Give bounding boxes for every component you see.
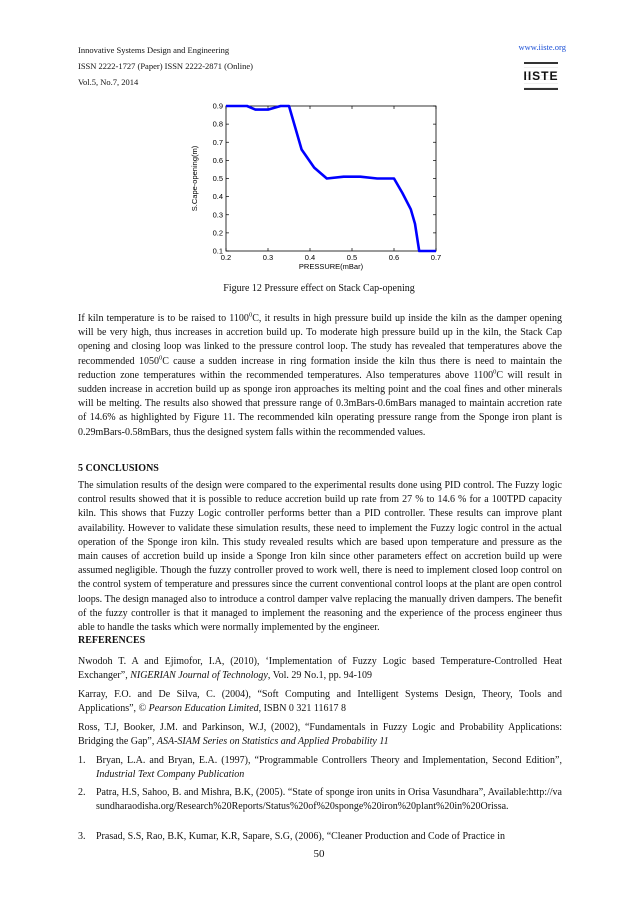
p1-text-a: If kiln temperature is to be raised to 1100 bbox=[78, 313, 249, 324]
p1-text-b: C, it results in high pressure build up inside the kiln as the damper opening will be very high, thus increases in accretion build up. To moderate high pressure build up in the kiln, the Stack Cap opening and closing loop was linked to the pressure control loop. The study has revealed that temperatures above the recommended 1050 bbox=[78, 313, 562, 367]
ref1-text: Nwodoh T. A and Ejimofor, I.A, (2010), ‘Implementation of Fuzzy Logic based Temperature-Controlled Heat Exchanger”, bbox=[78, 656, 562, 682]
numbered-reference-3 bbox=[78, 830, 562, 844]
y-tick-label: 0.2 bbox=[212, 228, 223, 238]
ref3-series: ASA-SIAM Series on Statistics and Applied Probability 11 bbox=[156, 736, 389, 748]
ref-number: 1. bbox=[78, 755, 86, 766]
reference-2 bbox=[78, 688, 562, 716]
results-paragraph bbox=[78, 312, 562, 440]
ref-number: 2. bbox=[78, 787, 86, 798]
chart-x-axis-label: PRESSURE(mBar) bbox=[298, 262, 364, 271]
journal-name: Innovative Systems Design and Engineering bbox=[78, 45, 230, 55]
y-tick-label: 0.4 bbox=[212, 192, 223, 202]
ref2-publisher: © Pearson Education Limited bbox=[138, 703, 259, 715]
x-tick-label: 0.4 bbox=[304, 253, 316, 262]
y-tick-label: 0.8 bbox=[212, 119, 223, 129]
conclusions-paragraph: The simulation results of the design were compared to the experimental results done using PID control. The Fuzzy logic control results showed that it is possible to reduce accretion build up rate from 27 % to 14.6 % for a 100TPD capacity kiln. This shows that Fuzzy Logic controller performs better than a PID controller. These results can improve plant availability. However to validate these simulation results, these need to implement the Fuzzy logic control in the actual operation of the Sponge iron kiln. This study revealed results which are based upon temperature and pressure as the main causes of accretion build up inside a Sponge Iron kiln since other parameters effect on accretion build up were assumed negligible. Though the fuzzy controller proved to work well, there is need to implement closed loop control on the control system of temperature and pressures since the current conventional control loops at the plant are open control loops. The design managed also to introduce a control damper valve replacing the manually driven dampers. The benefit of the fuzzy controller is that it managed to implement the reasoning and the experience of the process engineer thus able to handle the tasks which were normally implemented by the engineer. bbox=[78, 480, 562, 634]
x-tick-label: 0.3 bbox=[262, 253, 274, 262]
chart-y-axis-label: S.Cape-opening(m) bbox=[190, 145, 199, 212]
x-tick-label: 0.2 bbox=[220, 253, 232, 262]
references-heading: REFERENCES bbox=[78, 635, 146, 646]
nref1-publisher: Industrial Text Company Publication bbox=[96, 769, 245, 781]
pressure-cap-opening-chart bbox=[188, 100, 450, 278]
logo-text: IISTE bbox=[523, 69, 559, 83]
reference-1 bbox=[78, 655, 562, 683]
ref-number: 3. bbox=[78, 831, 86, 842]
x-tick-label: 0.5 bbox=[346, 253, 358, 262]
x-tick-label: 0.7 bbox=[430, 253, 442, 262]
numbered-reference-2 bbox=[78, 786, 562, 814]
ref2-details: , ISBN 0 321 11617 8 bbox=[258, 703, 347, 715]
journal-header bbox=[78, 42, 253, 90]
y-tick-label: 0.1 bbox=[212, 246, 223, 256]
y-tick-label: 0.7 bbox=[212, 137, 223, 147]
nref1-text: Bryan, L.A. and Bryan, E.A. (1997), “Programmable Controllers Theory and Implementation, Second Edition”, bbox=[96, 755, 562, 766]
reference-3 bbox=[78, 721, 562, 749]
numbered-reference-1 bbox=[78, 754, 562, 782]
p1-text-d: C will result in sudden increase in accretion build up as sponge iron approaches its melting point and the coal fines and other minerals will be melting. The results also showed that pressure range of 0.3mBars-0.6mBars managed to maintain accretion rate of 14.6% as highlighted by Figure 11. The recommended kiln operating pressure range from the Sponge iron plant is 0.29mBars-0.58mBars, thus the designed system falls within the recommended values. bbox=[78, 369, 562, 438]
p1-sup-2: 0 bbox=[158, 354, 163, 362]
p1-sup-3: 0 bbox=[493, 368, 497, 376]
journal-url-block bbox=[519, 42, 566, 52]
conclusions-heading: 5 CONCLUSIONS bbox=[78, 463, 159, 474]
page-number: 50 bbox=[313, 848, 325, 860]
nref3-text: Prasad, S.S, Rao, B.K, Kumar, K.R, Sapare, S.G, (2006), “Cleaner Production and Code of Practice in bbox=[96, 831, 505, 842]
journal-volume: Vol.5, No.7, 2014 bbox=[78, 77, 139, 87]
journal-url-link[interactable]: www.iiste.org bbox=[518, 42, 566, 52]
iiste-logo bbox=[524, 62, 558, 90]
y-tick-label: 0.6 bbox=[212, 155, 223, 165]
ref2-text: Karray, F.O. and De Silva, C. (2004), “Soft Computing and Intelligent Systems Design, Theory, Tools and Applications”, bbox=[78, 689, 562, 715]
p1-text-c: C cause a sudden increase in ring formation inside the kiln thus there is need to maintain the reduction zone temperatures within the recommended temperatures. Also temperatures above 1100 bbox=[78, 355, 562, 381]
ref1-journal: NIGERIAN Journal of Technology bbox=[130, 670, 268, 682]
ref1-details: , Vol. 29 No.1, pp. 94-109 bbox=[267, 670, 372, 682]
y-tick-label: 0.5 bbox=[212, 174, 223, 183]
y-tick-label: 0.9 bbox=[212, 101, 223, 111]
y-tick-label: 0.3 bbox=[212, 210, 223, 220]
figure-caption: Figure 12 Pressure effect on Stack Cap-opening bbox=[223, 283, 415, 294]
ref3-text: Ross, T.J, Booker, J.M. and Parkinson, W.J, (2002), “Fundamentals in Fuzzy Logic and Probability Applications: Bridging the Gap”, bbox=[78, 722, 562, 748]
numbered-reference-1-body bbox=[78, 754, 562, 782]
journal-issn: ISSN 2222-1727 (Paper) ISSN 2222-2871 (Online) bbox=[78, 61, 253, 71]
x-tick-label: 0.6 bbox=[388, 253, 400, 262]
p1-sup-1: 0 bbox=[248, 311, 253, 319]
nref2-text: Patra, H.S, Sahoo, B. and Mishra, B.K, (2005). “State of sponge iron units in Orisa Vasundhara”, Available:http://vasundharaodisha.org/Research%20Reports/Status%20of%20sponge%20iron%20plant%20in%20Orissa. bbox=[96, 787, 562, 813]
